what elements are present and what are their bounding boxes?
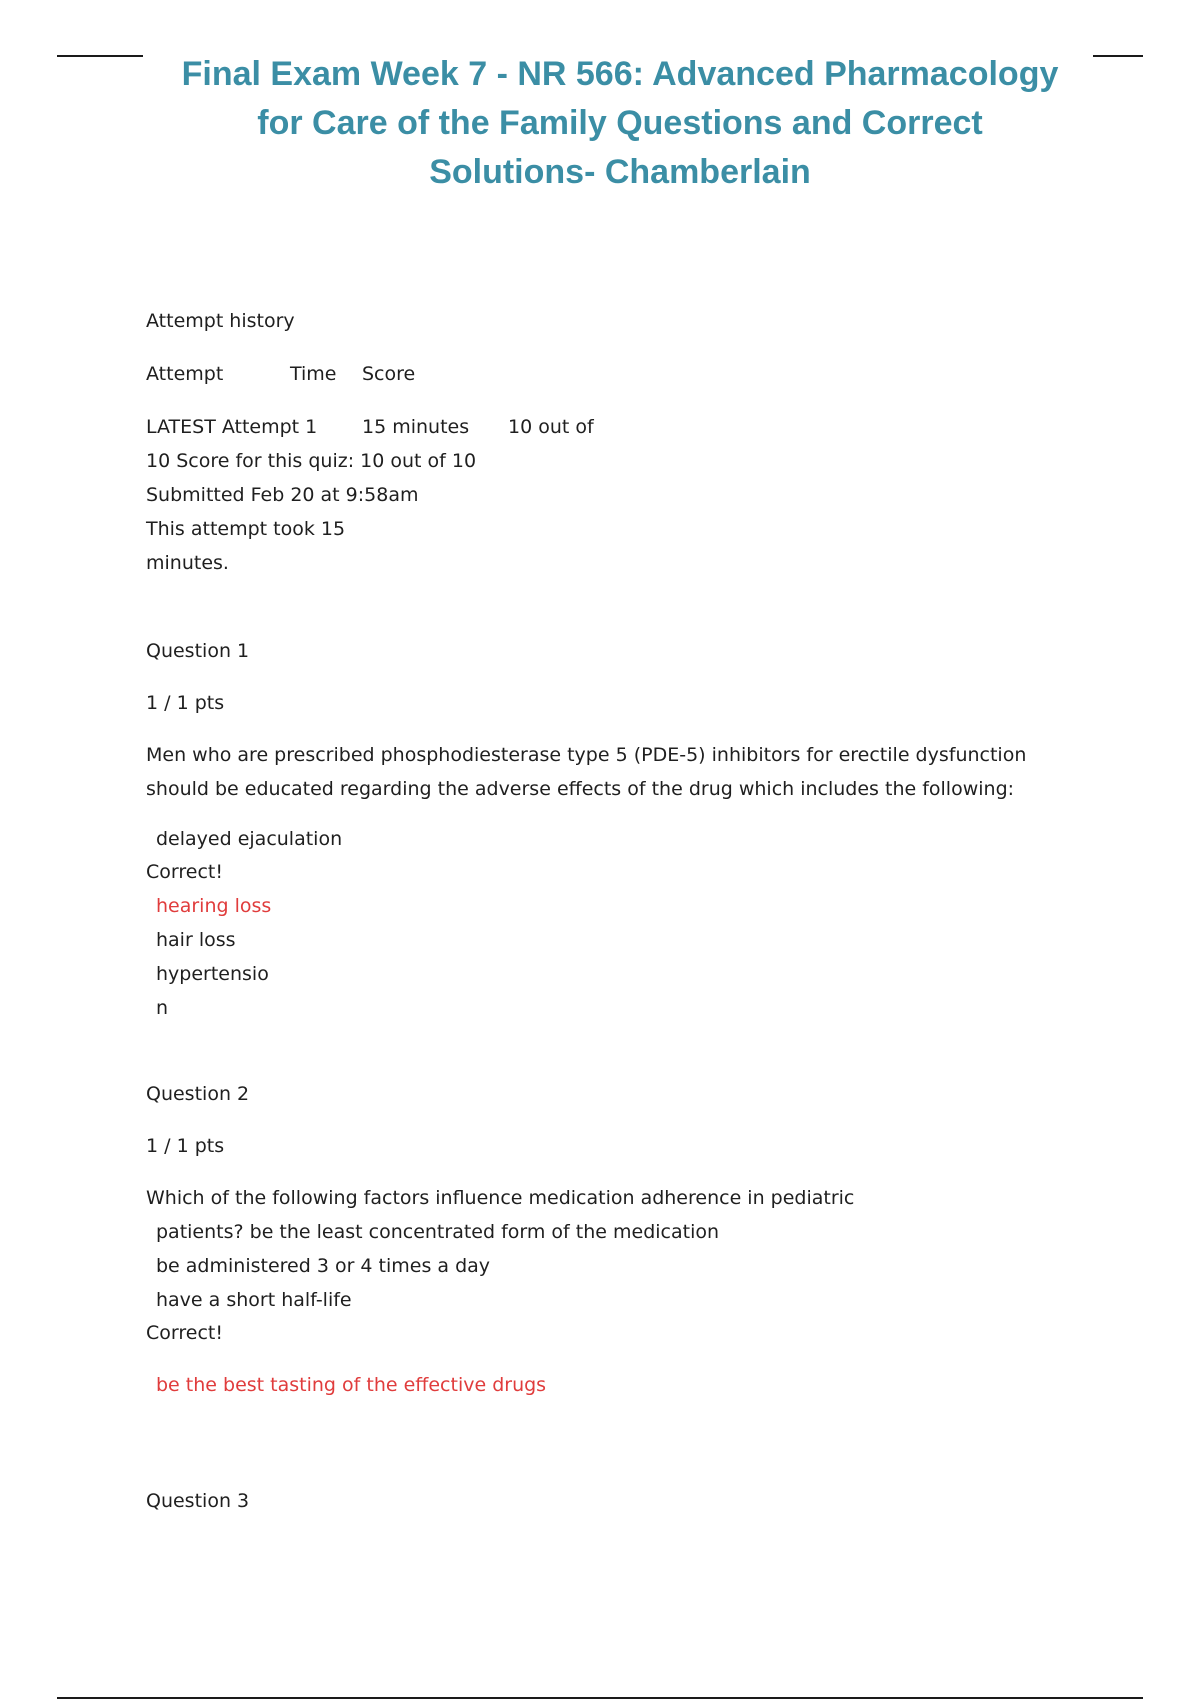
header-rule-right — [1093, 55, 1143, 57]
question-2-option-2: be administered 3 or 4 times a day — [156, 1255, 491, 1277]
question-1-option-4-line1: hypertensio — [156, 963, 269, 985]
attempt-row-time: 15 minutes — [362, 416, 470, 438]
title-line-1: Final Exam Week 7 - NR 566: Advanced Pharmacology — [181, 55, 1059, 93]
col-score-header: Score — [362, 363, 416, 385]
col-time-header: Time — [290, 363, 337, 385]
question-1-title: Question 1 — [146, 640, 250, 662]
attempt-history-heading: Attempt history — [146, 310, 295, 332]
question-1-option-4-line2: n — [156, 997, 169, 1019]
attempt-table-header — [146, 363, 746, 385]
question-2-option-3: have a short half-life — [156, 1289, 352, 1311]
question-1-option-3: hair loss — [156, 929, 236, 951]
col-attempt-header: Attempt — [146, 363, 224, 385]
question-1-option-1: delayed ejaculation — [156, 828, 343, 850]
attempt-row-score: 10 out of — [508, 416, 594, 438]
attempt-score-line: 10 Score for this quiz: 10 out of 10 — [146, 450, 477, 472]
document-title — [140, 50, 1100, 197]
question-3-title: Question 3 — [146, 1490, 250, 1512]
attempt-submitted: Submitted Feb 20 at 9:58am — [146, 484, 419, 506]
header-rule-left — [57, 55, 143, 57]
question-2-text-line1: Which of the following factors influence medication adherence in pediatric — [146, 1187, 855, 1209]
question-2-correct-answer: be the best tasting of the effective drugs — [156, 1374, 547, 1396]
attempt-duration-line1: This attempt took 15 — [146, 518, 346, 540]
title-line-2: for Care of the Family Questions and Correct — [257, 104, 983, 142]
question-1-correct-answer: hearing loss — [156, 895, 272, 917]
question-2-correct-label: Correct! — [146, 1322, 223, 1344]
question-2-title: Question 2 — [146, 1083, 250, 1105]
attempt-row-label: LATEST Attempt 1 — [146, 416, 318, 438]
question-1-text-line2: should be educated regarding the adverse effects of the drug which includes the following: — [146, 778, 1015, 800]
question-2-text-line2: patients? be the least concentrated form of the medication — [156, 1221, 720, 1243]
question-1-correct-label: Correct! — [146, 861, 223, 883]
title-line-3: Solutions- Chamberlain — [429, 153, 811, 191]
attempt-row — [146, 416, 746, 438]
question-1-text-line1: Men who are prescribed phosphodiesterase type 5 (PDE-5) inhibitors for erectile dysfunction — [146, 744, 1027, 766]
footer-rule — [57, 1697, 1143, 1699]
attempt-duration-line2: minutes. — [146, 552, 229, 574]
question-1-points: 1 / 1 pts — [146, 692, 225, 714]
question-2-points: 1 / 1 pts — [146, 1135, 225, 1157]
